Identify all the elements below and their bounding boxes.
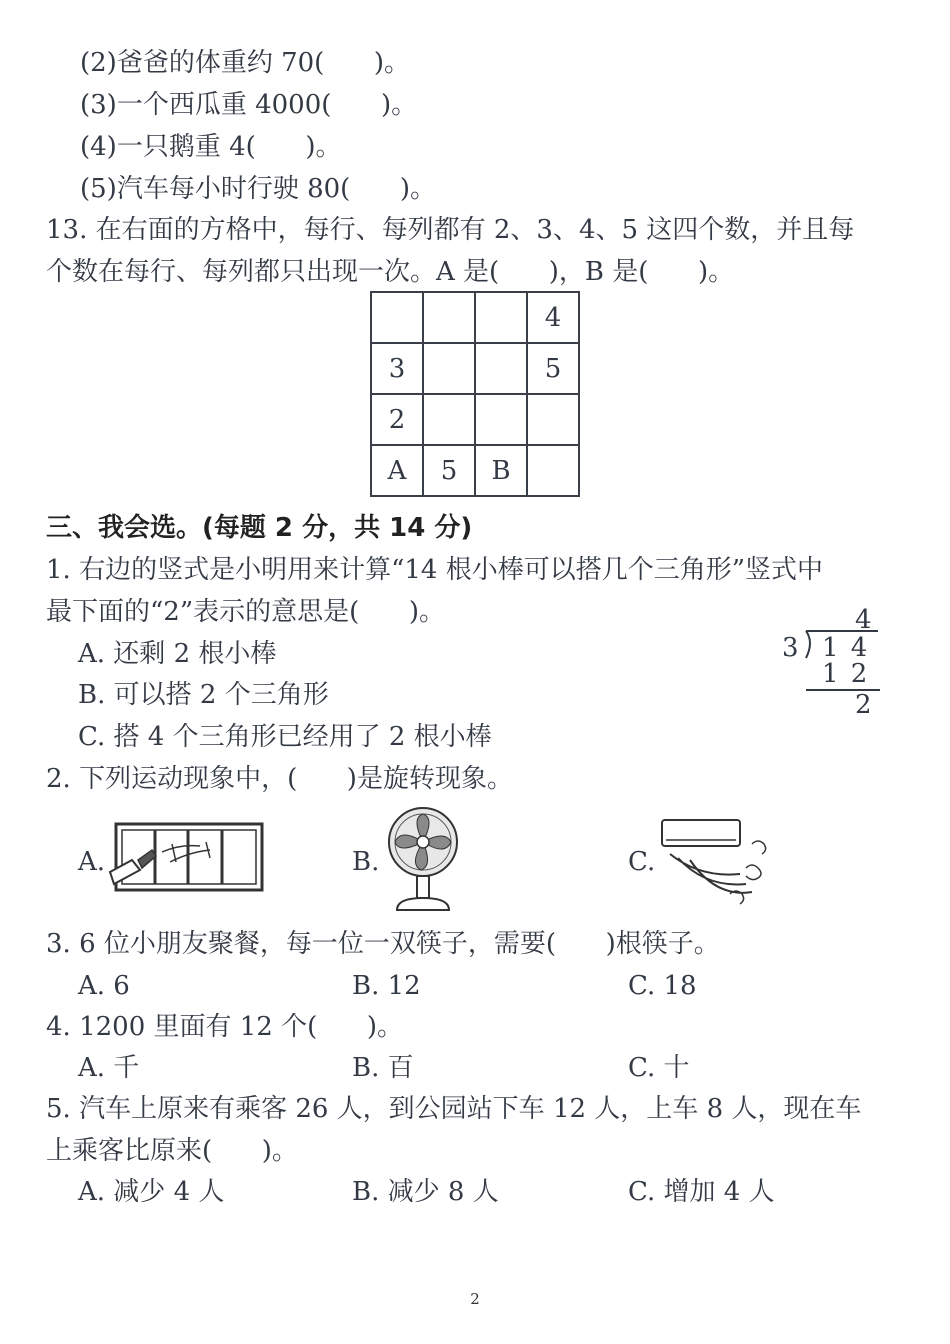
division-divisor: 3 <box>782 633 799 663</box>
division-bracket-lines <box>790 628 890 698</box>
grid-cell <box>423 343 475 394</box>
choice-5-line-2: 上乘客比原来( )。 <box>46 1136 298 1166</box>
choice-5-option-a: A. 减少 4 人 <box>78 1177 225 1207</box>
grid-cell <box>423 292 475 343</box>
question-13-line-2: 个数在每行、每列都只出现一次。A 是( )，B 是( )。 <box>46 257 735 287</box>
air-conditioner-icon <box>660 818 770 908</box>
choice-1-option-c: C. 搭 4 个三角形已经用了 2 根小棒 <box>78 722 492 752</box>
division-product: 1 2 <box>822 659 870 689</box>
number-grid <box>370 291 580 497</box>
choice-5-line-1: 5. 汽车上原来有乘客 26 人，到公园站下车 12 人，上车 8 人，现在车 <box>46 1094 862 1124</box>
choice-1-option-b: B. 可以搭 2 个三角形 <box>78 680 329 710</box>
choice-2-option-c: C. <box>628 847 656 877</box>
question-12-item-3: (3)一个西瓜重 4000( )。 <box>80 90 418 120</box>
grid-cell <box>475 394 527 445</box>
choice-3-option-b: B. 12 <box>352 971 421 1001</box>
grid-cell: 4 <box>527 292 579 343</box>
choice-1-line-1: 1. 右边的竖式是小明用来计算“14 根小棒可以搭几个三角形”竖式中 <box>46 555 824 585</box>
choice-3-option-a: A. 6 <box>78 971 130 1001</box>
grid-row <box>371 292 579 343</box>
choice-2-option-b: B. <box>352 847 380 877</box>
choice-4-option-c: C. 十 <box>628 1053 690 1083</box>
page-number: 2 <box>470 1290 480 1308</box>
question-12-item-2: (2)爸爸的体重约 70( )。 <box>80 48 411 78</box>
grid-row <box>371 445 579 496</box>
section-3-heading: 三、我会选。(每题 2 分，共 14 分) <box>46 513 473 543</box>
grid-cell: 5 <box>423 445 475 496</box>
grid-cell: B <box>475 445 527 496</box>
grid-row <box>371 343 579 394</box>
choice-5-option-c: C. 增加 4 人 <box>628 1177 775 1207</box>
division-remainder: 2 <box>855 690 872 720</box>
electric-fan-icon <box>383 806 463 916</box>
window-cleaning-icon <box>110 822 265 897</box>
choice-5-option-b: B. 减少 8 人 <box>352 1177 499 1207</box>
grid-cell <box>371 292 423 343</box>
choice-3-text: 3. 6 位小朋友聚餐，每一位一双筷子，需要( )根筷子。 <box>46 929 720 959</box>
division-quotient: 4 <box>855 605 872 635</box>
grid-cell <box>475 343 527 394</box>
choice-1-line-2: 最下面的“2”表示的意思是( )。 <box>46 597 446 627</box>
grid-cell <box>423 394 475 445</box>
choice-1-option-a: A. 还剩 2 根小棒 <box>78 639 277 669</box>
grid-cell: 5 <box>527 343 579 394</box>
grid-cell <box>527 445 579 496</box>
division-dividend: 1 4 <box>822 633 870 663</box>
question-13-line-1: 13. 在右面的方格中，每行、每列都有 2、3、4、5 这四个数，并且每 <box>46 215 855 245</box>
choice-4-text: 4. 1200 里面有 12 个( )。 <box>46 1012 403 1042</box>
grid-cell <box>475 292 527 343</box>
grid-cell: A <box>371 445 423 496</box>
choice-2-text: 2. 下列运动现象中，( )是旋转现象。 <box>46 764 513 794</box>
choice-2-option-a: A. <box>78 847 106 877</box>
question-12-item-4: (4)一只鹅重 4( )。 <box>80 132 342 162</box>
grid-cell <box>527 394 579 445</box>
choice-4-option-b: B. 百 <box>352 1053 414 1083</box>
choice-3-option-c: C. 18 <box>628 971 697 1001</box>
grid-cell: 2 <box>371 394 423 445</box>
question-12-item-5: (5)汽车每小时行驶 80( )。 <box>80 174 437 204</box>
grid-cell: 3 <box>371 343 423 394</box>
grid-row <box>371 394 579 445</box>
choice-4-option-a: A. 千 <box>78 1053 140 1083</box>
